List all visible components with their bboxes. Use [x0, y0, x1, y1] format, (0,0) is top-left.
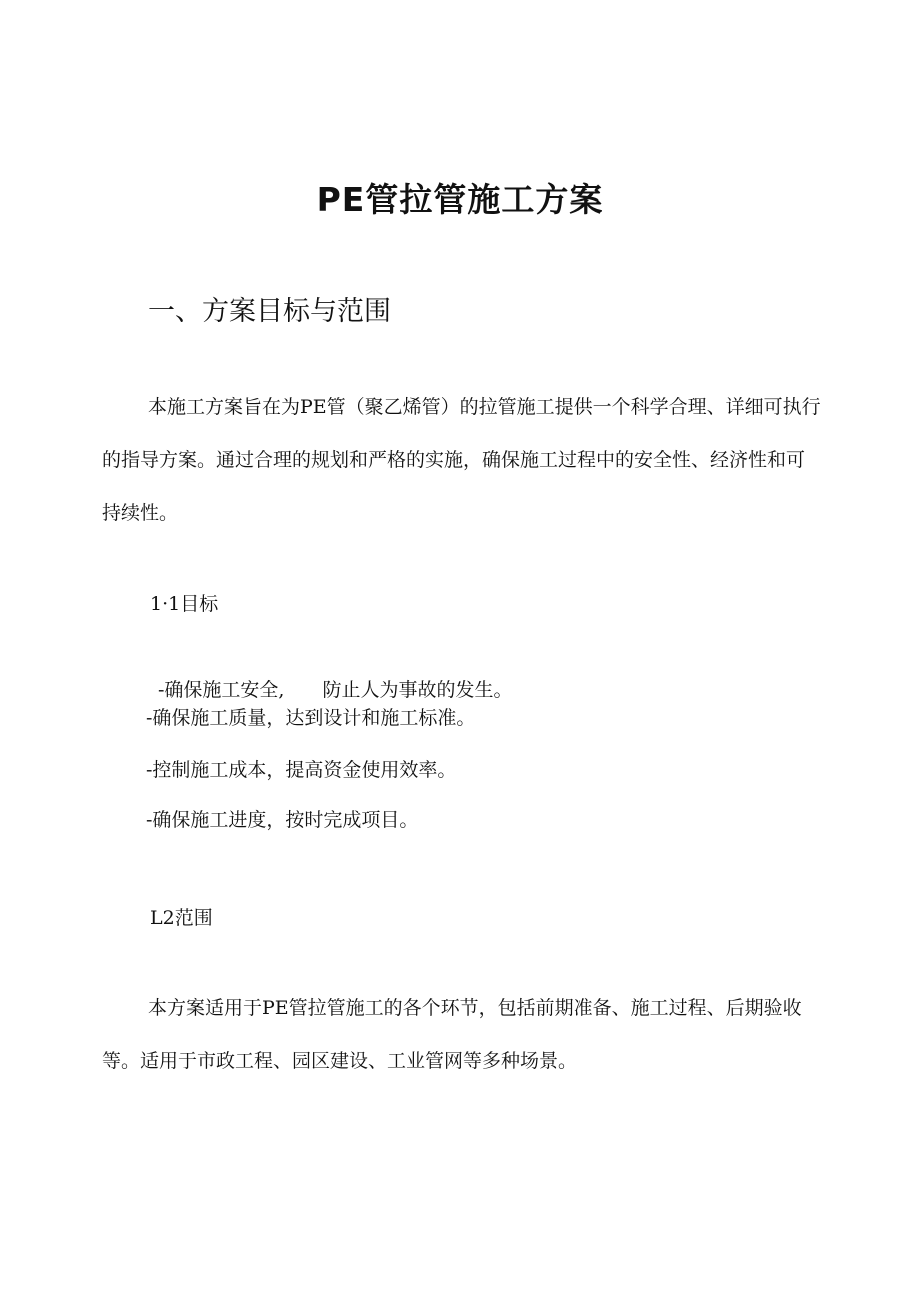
scope-heading: L2范围	[150, 907, 213, 929]
goal-item-cost: -控制施工成本，提高资金使用效率。	[146, 759, 457, 781]
document-title: PE管拉管施工方案	[316, 180, 604, 219]
goals-heading: 1·1目标	[150, 593, 219, 615]
goal-item-quality: -确保施工质量，达到设计和施工标准。	[146, 707, 476, 729]
goal-item-schedule: -确保施工进度，按时完成项目。	[146, 809, 419, 831]
intro-paragraph: 本施工方案旨在为PE管（聚乙烯管）的拉管施工提供一个科学合理、详细可执行的指导方案。通过合理的规划和严格的实施，确保施工过程中的安全性、经济性和可持续性。	[102, 396, 821, 524]
goal-item-safety: -确保施工安全, 防止人为事故的发生。	[158, 679, 513, 701]
scope-paragraph: 本方案适用于PE管拉管施工的各个环节，包括前期准备、施工过程、后期验收等。适用于市政工程、园区建设、工业管网等多种场景。	[102, 997, 802, 1072]
section-heading: 一、方案目标与范围	[148, 296, 391, 327]
